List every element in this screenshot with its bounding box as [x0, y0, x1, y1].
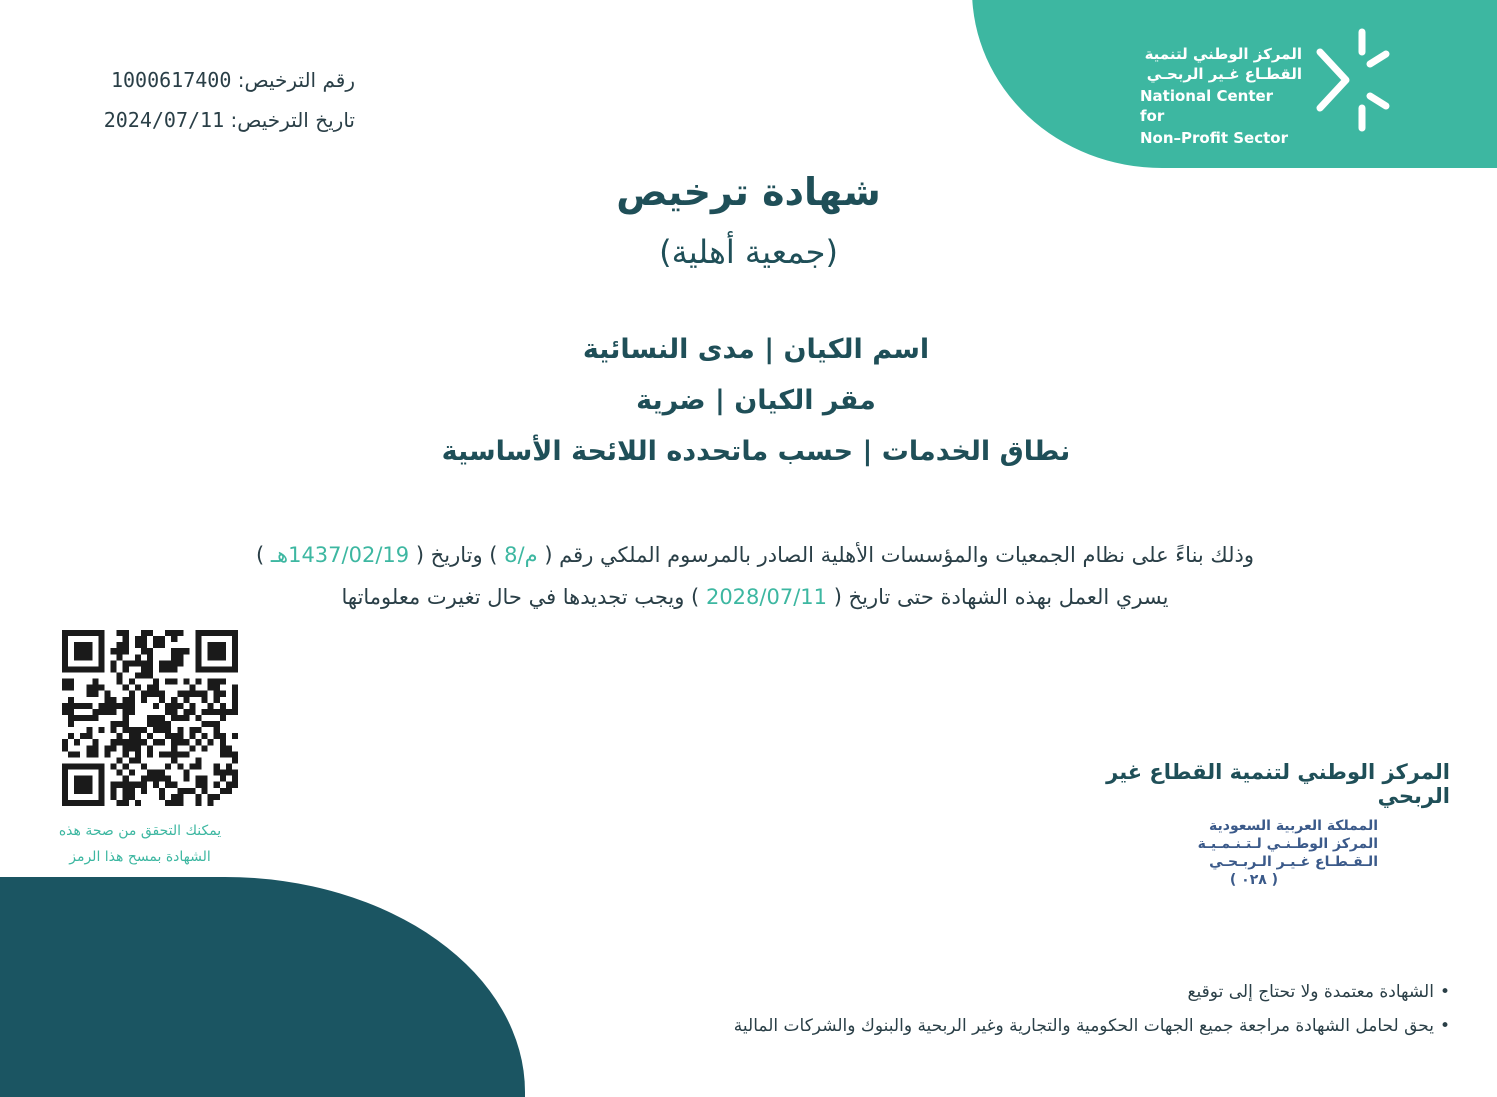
stamp-line1: المملكة العربية السعودية [1209, 818, 1378, 834]
qr-caption-line2: الشهادة بمسح هذا الرمز [69, 849, 211, 865]
ncnp-logo-text [1140, 44, 1302, 148]
logo-english-line1: National Center for [1140, 87, 1274, 125]
issuer-name: المركز الوطني لتنمية القطاع غير الربحي [1106, 760, 1450, 808]
legal-basis-text-3: ) [255, 543, 265, 567]
certificate-title: شهادة ترخيص [616, 170, 881, 214]
expiry-date: 2028/07/11 [699, 585, 834, 609]
validity-text-2: ) ويجب تجديدها في حال تغيرت معلوماتها [341, 585, 700, 609]
license-number-row [50, 60, 355, 100]
license-number-label: رقم الترخيص: [237, 68, 355, 92]
stamp-line2: المركز الوطـنـي لـتـنـمـيـة [1197, 836, 1378, 852]
license-info [50, 60, 355, 140]
license-date-value: 2024/07/11 [103, 108, 225, 132]
certificate-notes [620, 975, 1450, 1043]
note-text: يحق لحامل الشهادة مراجعة جميع الجهات الحكومية والتجارية وغير الربحية والبنوك والشركات المالية [733, 1016, 1434, 1036]
bullet-icon: • [1439, 982, 1450, 1002]
license-date-label: تاريخ الترخيص: [230, 108, 355, 132]
logo-arabic-line2: القطـاع غـير الربحـي [1146, 65, 1302, 83]
stamp-number: ( ٠٢٨ ) [1229, 872, 1279, 888]
verification-qr-code[interactable] [62, 630, 238, 806]
ncnp-logo-icon [1310, 24, 1392, 136]
legal-basis-line [200, 543, 1310, 567]
stamp-line3: الـقـطـاع غـيـر الـربـحـي [1209, 854, 1378, 870]
qr-caption-line1: يمكنك التحقق من صحة هذه [58, 823, 222, 839]
bullet-icon: • [1439, 1016, 1450, 1036]
note-item [620, 1009, 1450, 1043]
validity-line [200, 585, 1310, 609]
logo-english-line2: Non–Profit Sector [1140, 129, 1288, 147]
decree-date: 1437/02/19هـ [264, 543, 416, 567]
decorative-bottom-left-shape [0, 877, 525, 1097]
qr-caption [30, 818, 250, 870]
validity-text: يسري العمل بهذه الشهادة حتى تاريخ ( [833, 585, 1169, 609]
service-scope: نطاق الخدمات | حسب ماتحدده اللائحة الأساسية [441, 436, 1071, 467]
entity-hq: مقر الكيان | ضرية [636, 385, 876, 416]
logo-arabic-line1: المركز الوطني لتنمية [1144, 45, 1302, 63]
note-text: الشهادة معتمدة ولا تحتاج إلى توقيع [1187, 982, 1434, 1002]
official-stamp [1180, 817, 1378, 889]
certificate-subtitle: (جمعية أهلية) [659, 233, 838, 271]
entity-name: اسم الكيان | مدى النسائية [582, 334, 930, 365]
license-date-row [50, 100, 355, 140]
legal-basis-text-2: ) وتاريخ ( [415, 543, 498, 567]
license-number-value: 1000617400 [110, 68, 232, 92]
legal-basis-text: وذلك بناءً على نظام الجمعيات والمؤسسات الأهلية الصادر بالمرسوم الملكي رقم ( [544, 543, 1255, 567]
decree-number: م/8 [497, 543, 545, 567]
note-item [620, 975, 1450, 1009]
